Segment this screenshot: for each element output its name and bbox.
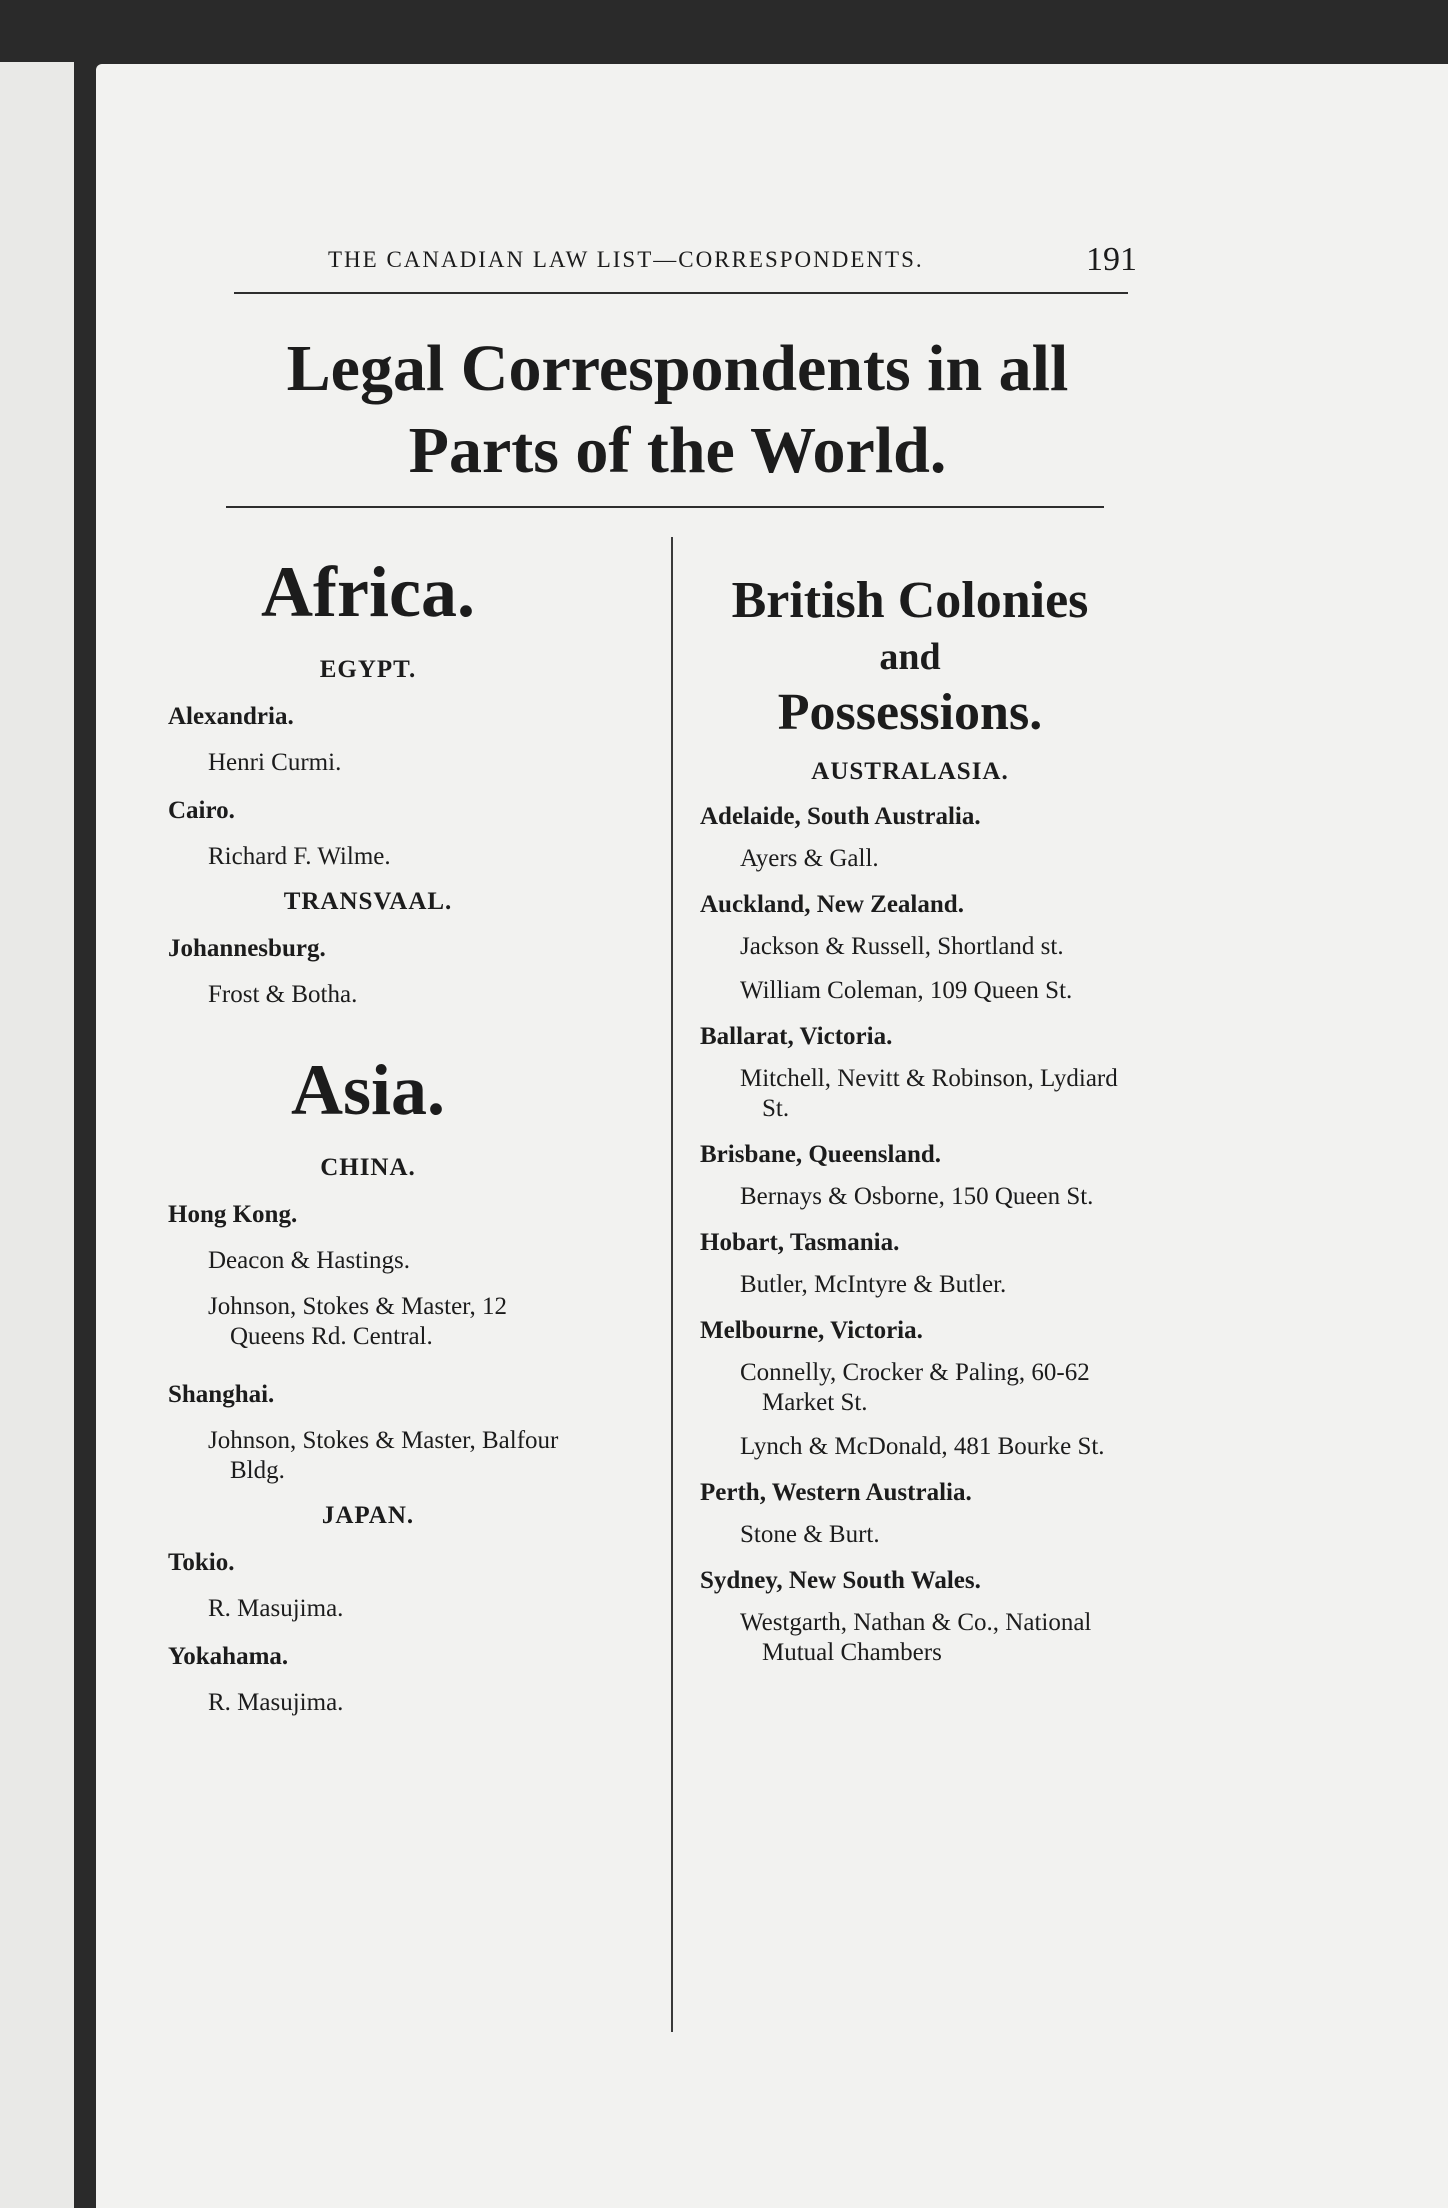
city-hobart: Hobart, Tasmania. bbox=[700, 1229, 900, 1256]
page-number: 191 bbox=[1086, 241, 1137, 278]
country-heading-japan: JAPAN. bbox=[321, 1502, 415, 1529]
right-column bbox=[700, 540, 1120, 1682]
region-heading-and: and bbox=[879, 636, 941, 678]
page-title bbox=[225, 328, 1130, 492]
region-heading-asia: Asia. bbox=[290, 1050, 446, 1130]
correspondent-entry: Deacon & Hastings. bbox=[208, 1247, 411, 1274]
city-johannesburg: Johannesburg. bbox=[168, 935, 326, 962]
region-heading-africa: Africa. bbox=[261, 552, 475, 632]
correspondent-entry: William Coleman, 109 Queen St. bbox=[740, 977, 1073, 1004]
correspondent-entry: Henri Curmi. bbox=[208, 749, 342, 776]
city-auckland: Auckland, New Zealand. bbox=[700, 891, 964, 918]
page-title-line-2: Parts of the World. bbox=[408, 414, 947, 487]
correspondent-entry: Mitchell, Nevitt & Robinson, Lydiard St. bbox=[740, 1065, 1118, 1122]
correspondent-entry: Stone & Burt. bbox=[740, 1521, 880, 1548]
title-rule bbox=[226, 506, 1104, 508]
correspondent-entry: Westgarth, Nathan & Co., National Mutual Chambers bbox=[740, 1609, 1092, 1666]
city-melbourne: Melbourne, Victoria. bbox=[700, 1317, 923, 1344]
correspondent-entry: Richard F. Wilme. bbox=[208, 843, 391, 870]
city-adelaide: Adelaide, South Australia. bbox=[700, 803, 981, 830]
running-title: THE CANADIAN LAW LIST—CORRESPONDENTS. bbox=[328, 247, 924, 272]
correspondent-entry: Butler, McIntyre & Butler. bbox=[740, 1271, 1007, 1298]
country-heading-egypt: EGYPT. bbox=[319, 656, 417, 683]
city-alexandria: Alexandria. bbox=[168, 703, 294, 730]
correspondent-entry: Connelly, Crocker & Paling, 60-62 Market St. bbox=[740, 1359, 1090, 1416]
city-cairo: Cairo. bbox=[168, 797, 235, 824]
country-heading-australasia: AUSTRALASIA. bbox=[811, 758, 1009, 785]
correspondent-entry: Johnson, Stokes & Master, Balfour Bldg. bbox=[208, 1427, 559, 1484]
city-perth: Perth, Western Australia. bbox=[700, 1479, 972, 1506]
column-divider bbox=[671, 537, 673, 2032]
page-title-line-1: Legal Correspondents in all bbox=[286, 332, 1069, 405]
header-rule bbox=[234, 292, 1128, 294]
city-hong-kong: Hong Kong. bbox=[168, 1201, 298, 1228]
correspondent-entry: R. Masujima. bbox=[208, 1689, 344, 1716]
country-heading-transvaal: TRANSVAAL. bbox=[283, 888, 453, 915]
correspondent-entry: Jackson & Russell, Shortland st. bbox=[740, 933, 1064, 960]
correspondent-entry: Frost & Botha. bbox=[208, 981, 358, 1008]
city-brisbane: Brisbane, Queensland. bbox=[700, 1141, 942, 1168]
correspondent-entry: Ayers & Gall. bbox=[740, 845, 879, 872]
city-sydney: Sydney, New South Wales. bbox=[700, 1567, 981, 1594]
region-heading-british-colonies: British Colonies bbox=[731, 572, 1089, 629]
city-shanghai: Shanghai. bbox=[168, 1381, 275, 1408]
region-heading-possessions: Possessions. bbox=[777, 684, 1043, 741]
previous-page-edge bbox=[0, 62, 78, 2208]
correspondent-entry: R. Masujima. bbox=[208, 1595, 344, 1622]
city-ballarat: Ballarat, Victoria. bbox=[700, 1023, 893, 1050]
city-tokio: Tokio. bbox=[168, 1549, 235, 1576]
running-header bbox=[234, 241, 1137, 307]
city-yokahama: Yokahama. bbox=[168, 1643, 289, 1670]
correspondent-entry: Lynch & McDonald, 481 Bourke St. bbox=[740, 1433, 1105, 1460]
correspondent-entry: Johnson, Stokes & Master, 12 Queens Rd. Central. bbox=[208, 1293, 507, 1350]
left-column bbox=[168, 540, 568, 1734]
country-heading-china: CHINA. bbox=[320, 1154, 416, 1181]
correspondent-entry: Bernays & Osborne, 150 Queen St. bbox=[740, 1183, 1094, 1210]
